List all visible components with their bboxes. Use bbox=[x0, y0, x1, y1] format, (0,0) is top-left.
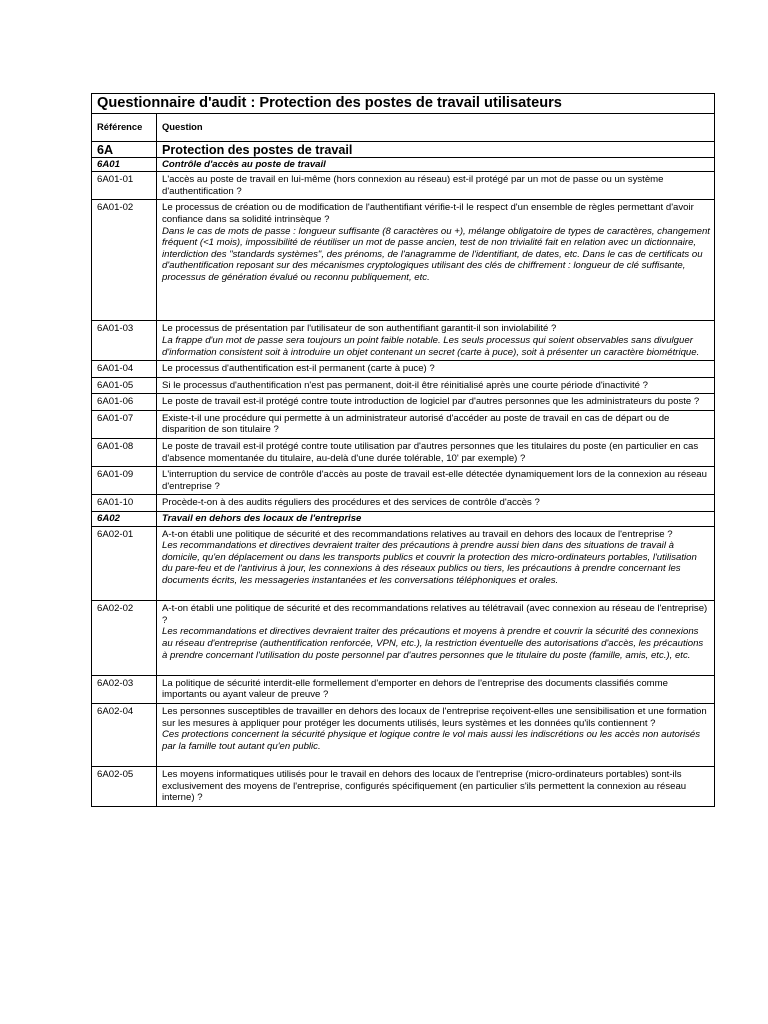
question-cell bbox=[157, 526, 715, 601]
question-text: L'interruption du service de contrôle d'accès au poste de travail est-elle détectée dynamiquement lors de la connexion au réseau d'entreprise ? bbox=[162, 469, 707, 492]
question-reference: 6A02-01 bbox=[92, 526, 157, 601]
question-text: A-t-on établi une politique de sécurité et des recommandations relatives au travail en dehors des locaux de l'entreprise ? bbox=[162, 528, 673, 540]
question-row bbox=[92, 172, 715, 200]
question-text: Le poste de travail est-il protégé contre toute utilisation par d'autres personnes que les titulaires du poste (en particulier en cas d'absence momentanée du titulaire, au-delà d'une durée tolérable, 10' par exemple) ? bbox=[162, 441, 699, 464]
question-row bbox=[92, 394, 715, 411]
question-cell bbox=[157, 172, 715, 200]
question-reference: 6A02-05 bbox=[92, 766, 157, 806]
question-row bbox=[92, 377, 715, 394]
subsection-row bbox=[92, 512, 715, 527]
document-title: Questionnaire d'audit : Protection des postes de travail utilisateurs bbox=[92, 94, 715, 114]
question-row bbox=[92, 601, 715, 676]
question-text: L'accès au poste de travail en lui-même (hors connexion au réseau) est-il protégé par un mot de passe ou un système d'authentification ? bbox=[162, 174, 664, 197]
question-cell bbox=[157, 467, 715, 495]
question-cell bbox=[157, 410, 715, 438]
question-row bbox=[92, 200, 715, 321]
question-reference: 6A01-08 bbox=[92, 439, 157, 467]
question-row bbox=[92, 439, 715, 467]
question-reference: 6A01-07 bbox=[92, 410, 157, 438]
subsection-label: Travail en dehors des locaux de l'entreprise bbox=[157, 512, 715, 527]
question-reference: 6A01-03 bbox=[92, 321, 157, 361]
question-cell bbox=[157, 766, 715, 806]
subsection-label: Contrôle d'accès au poste de travail bbox=[157, 157, 715, 172]
question-text: Le processus de présentation par l'utilisateur de son authentifiant garantit-il son inviolabilité ? bbox=[162, 323, 557, 335]
question-text: Les personnes susceptibles de travailler en dehors des locaux de l'entreprise reçoivent-elles une sensibilisation et une formation sur les mesures à appliquer pour protéger les documents utilisés, leurs systèmes et les données qu'ils contiennent ? bbox=[162, 705, 707, 729]
question-row bbox=[92, 766, 715, 806]
question-text: Le processus de création ou de modification de l'authentifiant vérifie-t-il le respect d'un ensemble de règles permettant d'avoir confiance dans sa solidité intrinsèque ? bbox=[162, 202, 694, 225]
question-text: Les moyens informatiques utilisés pour le travail en dehors des locaux de l'entreprise (micro-ordinateurs portables) sont-ils exclusivement des moyens de l'entreprise, configurés spécifiquement (en particulier s'ils permettent la connexion au réseau interne) ? bbox=[162, 768, 687, 804]
question-reference: 6A01-06 bbox=[92, 394, 157, 411]
column-header-row bbox=[92, 114, 715, 142]
question-text: Le processus d'authentification est-il permanent (carte à puce) ? bbox=[162, 363, 435, 375]
question-cell bbox=[157, 394, 715, 411]
question-cell bbox=[157, 703, 715, 766]
question-cell bbox=[157, 675, 715, 703]
question-reference: 6A01-09 bbox=[92, 467, 157, 495]
question-text: Si le processus d'authentification n'est pas permanent, doit-il être réinitialisé après une courte période d'inactivité ? bbox=[162, 379, 648, 391]
question-text: Le poste de travail est-il protégé contre toute introduction de logiciel par d'autres personnes que les administrateurs du poste ? bbox=[162, 396, 700, 408]
audit-questionnaire-table bbox=[91, 93, 715, 807]
question-column-header: Question bbox=[157, 114, 715, 142]
question-guidance-note: Ces protections concernent la sécurité physique et logique contre le vol mais aussi les indiscrétions ou les accès non autorisés par la famille tout autant qu'en public. bbox=[162, 729, 701, 752]
subsection-row bbox=[92, 157, 715, 172]
question-reference: 6A01-10 bbox=[92, 495, 157, 512]
subsection-code: 6A02 bbox=[92, 512, 157, 527]
question-guidance-note: Les recommandations et directives devraient traiter des précautions à prendre aussi bien dans des situations de travail à domicile, qu'en déplacement ou dans les transports publics et couvrir la protection des micro-ordinateurs portables, l'utilisation du pare-feu et de l'antivirus à jour, les connexions à des réseaux publics ou tiers, les précautions à prendre concernant les documents écrits, les messageries instantanées et les conversations téléphoniques et orales. bbox=[162, 540, 697, 587]
section-label: Protection des postes de travail bbox=[157, 141, 715, 157]
question-row bbox=[92, 703, 715, 766]
subsection-code: 6A01 bbox=[92, 157, 157, 172]
question-row bbox=[92, 526, 715, 601]
question-reference: 6A02-03 bbox=[92, 675, 157, 703]
question-text: Existe-t-il une procédure qui permette à un administrateur autorisé d'accéder au poste de travail en cas de départ ou de disparition de son titulaire ? bbox=[162, 412, 670, 436]
question-row bbox=[92, 321, 715, 361]
question-text: Procède-t-on à des audits réguliers des procédures et des services de contrôle d'accès ? bbox=[162, 497, 540, 509]
question-reference: 6A01-05 bbox=[92, 377, 157, 394]
question-row bbox=[92, 467, 715, 495]
reference-column-header: Référence bbox=[92, 114, 157, 142]
title-row bbox=[92, 94, 715, 114]
question-text: La politique de sécurité interdit-elle formellement d'emporter en dehors de l'entreprise des documents classifiés comme importants ou ayant valeur de preuve ? bbox=[162, 677, 668, 701]
question-row bbox=[92, 675, 715, 703]
question-row bbox=[92, 495, 715, 512]
question-reference: 6A02-04 bbox=[92, 703, 157, 766]
section-code: 6A bbox=[92, 141, 157, 157]
question-cell bbox=[157, 601, 715, 676]
question-cell bbox=[157, 200, 715, 321]
question-cell bbox=[157, 377, 715, 394]
question-reference: 6A01-01 bbox=[92, 172, 157, 200]
question-guidance-note: Les recommandations et directives devraient traiter des précautions et moyens à prendre et couvrir la sécurité des connexions au réseau d'entreprise (authentification renforcée, VPN, etc.), la restriction éventuelle des autorisations d'accès, les précautions à prendre concernant l'utilisation du poste personnel par d'autres personnes que le titulaire du poste (famille, amis, etc.), etc. bbox=[162, 626, 704, 661]
question-row bbox=[92, 361, 715, 378]
question-row bbox=[92, 410, 715, 438]
question-cell bbox=[157, 321, 715, 361]
question-cell bbox=[157, 361, 715, 378]
section-row bbox=[92, 141, 715, 157]
question-guidance-note: Dans le cas de mots de passe : longueur suffisante (8 caractères ou +), mélange obligatoire de types de caractères, changement fréquent (<1 mois), impossibilité de réutiliser un mot de passe ancien, test de non trivialité fait en relation avec un dictionnaire, interdiction des "standards systèmes", des prénoms, de l'anagramme de l'identifiant, de dates, etc. Dans le cas de certificats ou d'authentification reposant sur des mécanismes cryptologiques utilisant des clés de chiffrement : longueur de clé suffisante, processus de génération évalué ou reconnu publiquement, etc. bbox=[162, 225, 710, 283]
question-text: A-t-on établi une politique de sécurité et des recommandations relatives au télétravail (avec connexion au réseau de l'entreprise) ? bbox=[162, 603, 708, 626]
question-reference: 6A01-04 bbox=[92, 361, 157, 378]
question-cell bbox=[157, 439, 715, 467]
question-guidance-note: La frappe d'un mot de passe sera toujours un point faible notable. Les seuls processus qui soient observables sans divulguer d'information consistent soit à introduire un objet contenant un secret (carte à puce), soit à présenter un caractère biométrique. bbox=[162, 334, 700, 358]
question-cell bbox=[157, 495, 715, 512]
question-reference: 6A02-02 bbox=[92, 601, 157, 676]
question-reference: 6A01-02 bbox=[92, 200, 157, 321]
